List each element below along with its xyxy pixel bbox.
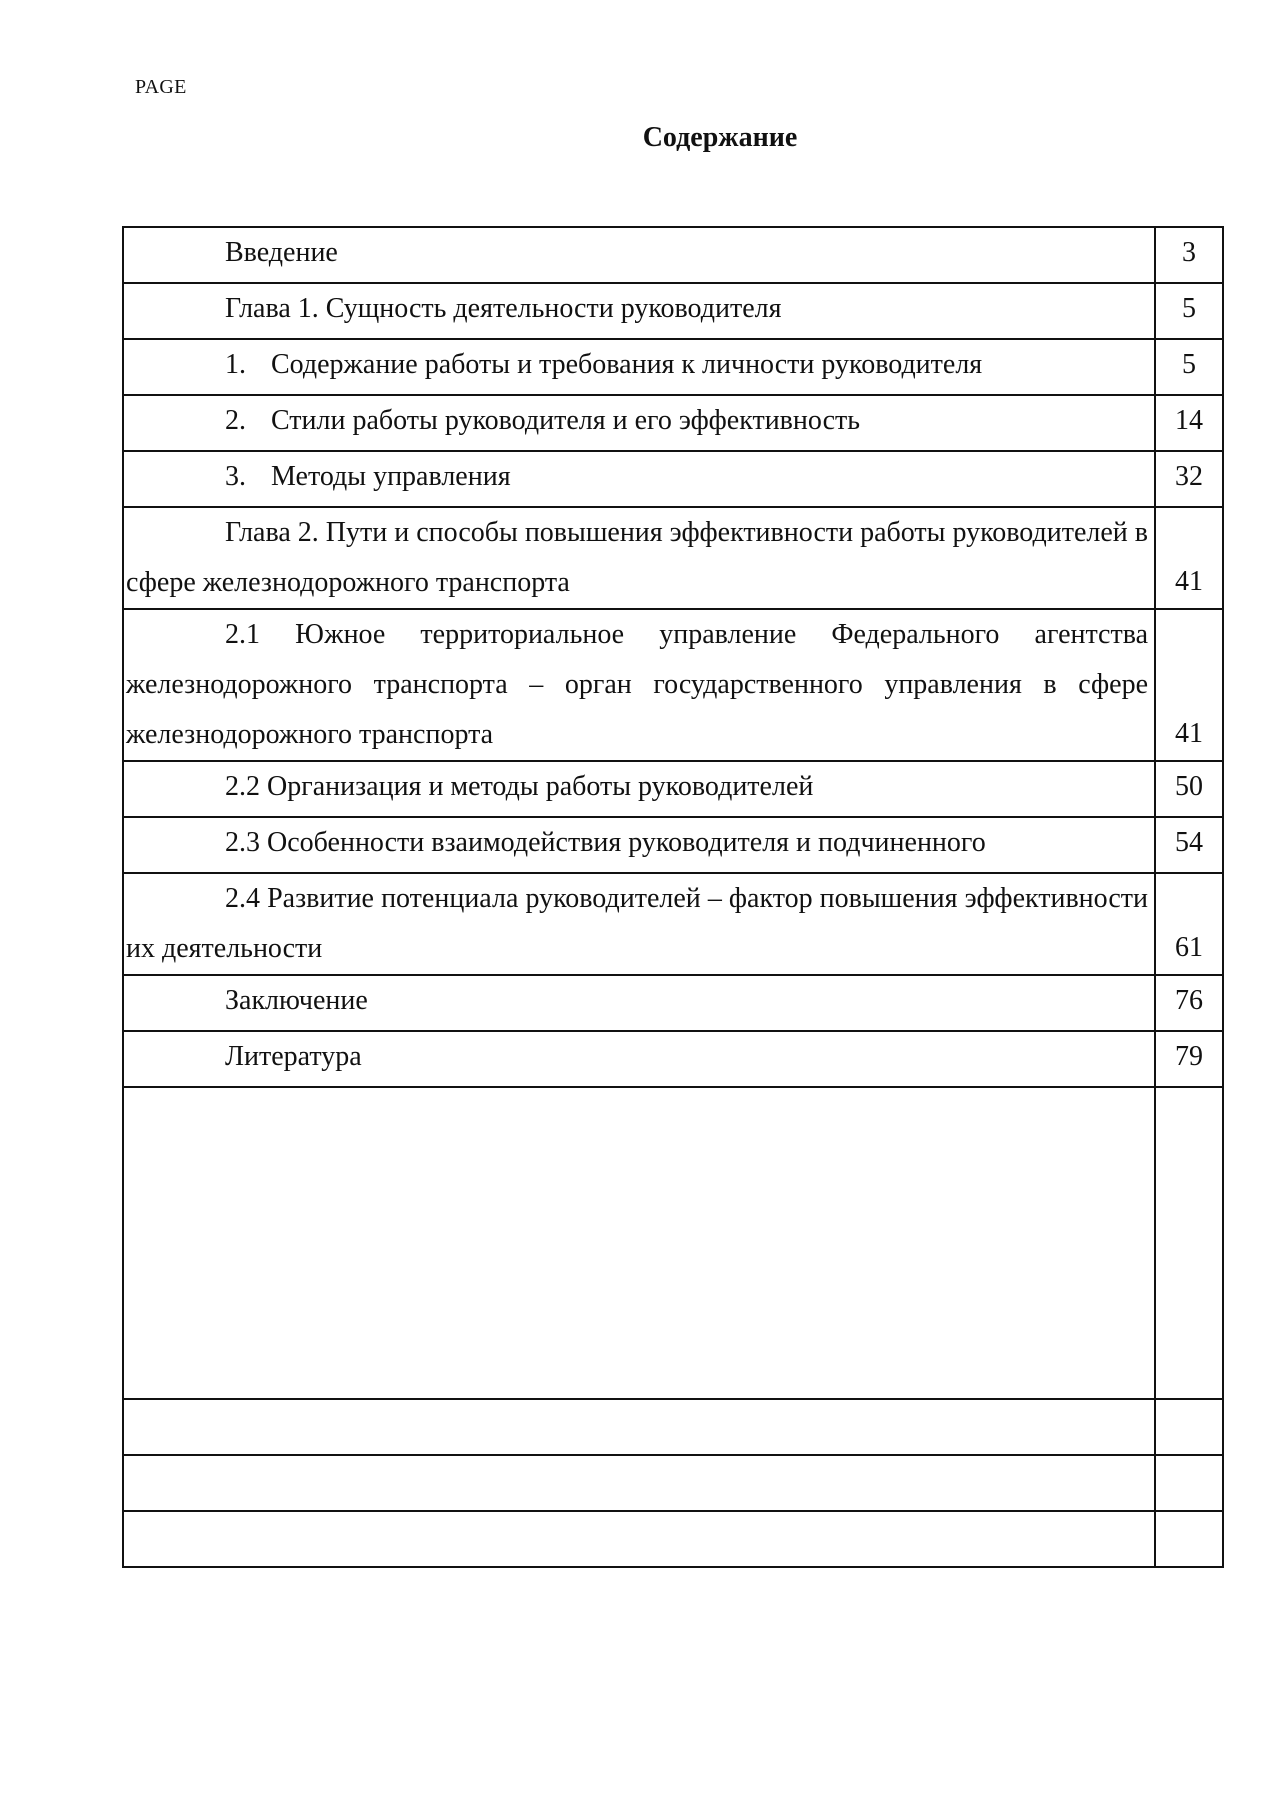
toc-row xyxy=(123,451,1223,507)
toc-empty-cell xyxy=(1155,1087,1223,1399)
toc-empty-cell xyxy=(1155,1455,1223,1511)
toc-empty-row xyxy=(123,1455,1223,1511)
toc-entry-label: Методы управления xyxy=(271,461,511,492)
toc-entry-cell xyxy=(123,395,1155,451)
toc-empty-cell xyxy=(123,1511,1155,1567)
toc-page-number: 50 xyxy=(1155,761,1223,817)
toc-empty-row xyxy=(123,1511,1223,1567)
toc-entry-label: Литература xyxy=(225,1041,362,1072)
toc-page-number: 41 xyxy=(1155,609,1223,761)
toc-empty-row xyxy=(123,1399,1223,1455)
toc-entry-cell xyxy=(123,339,1155,395)
toc-entry-cell xyxy=(123,227,1155,283)
toc-entry-cell xyxy=(123,761,1155,817)
toc-empty-cell xyxy=(123,1399,1155,1455)
toc-page-number: 54 xyxy=(1155,817,1223,873)
toc-page-number: 79 xyxy=(1155,1031,1223,1087)
toc-row xyxy=(123,761,1223,817)
toc-entry-label: Введение xyxy=(225,237,338,268)
toc-entry-cell xyxy=(123,1031,1155,1087)
toc-entry-number: 2. xyxy=(225,405,246,436)
toc-entry-label: 2.4 Развитие потенциала руководителей – фактор повышения эффективности их деятельности xyxy=(126,883,1148,964)
document-title: Содержание xyxy=(642,122,798,153)
toc-empty-row xyxy=(123,1087,1223,1399)
toc-table xyxy=(122,226,1224,1568)
toc-entry-cell xyxy=(123,975,1155,1031)
toc-page-number: 41 xyxy=(1155,507,1223,609)
toc-empty-cell xyxy=(1155,1399,1223,1455)
toc-entry-cell xyxy=(123,817,1155,873)
toc-row xyxy=(123,817,1223,873)
toc-row xyxy=(123,339,1223,395)
toc-entry-number: 1. xyxy=(225,349,246,380)
toc-page-number: 61 xyxy=(1155,873,1223,975)
toc-entry-cell xyxy=(123,283,1155,339)
toc-page-number: 5 xyxy=(1155,339,1223,395)
toc-entry-label: Глава 1. Сущность деятельности руководителя xyxy=(225,293,782,324)
toc-empty-cell xyxy=(123,1087,1155,1399)
toc-row xyxy=(123,975,1223,1031)
toc-page-number: 3 xyxy=(1155,227,1223,283)
toc-row xyxy=(123,609,1223,761)
toc-entry-label: 2.1 Южное территориальное управление Федерального агентства железнодорожного транспорта – орган государственного управления в сфере железнодорожного транспорта xyxy=(126,619,1148,750)
toc-empty-cell xyxy=(1155,1511,1223,1567)
toc-entry-number: 3. xyxy=(225,461,246,492)
page-field-label: PAGE xyxy=(135,76,187,98)
toc-entry-label: 2.2 Организация и методы работы руководителей xyxy=(225,771,814,802)
toc-entry-label: 2.3 Особенности взаимодействия руководителя и подчиненного xyxy=(225,827,986,858)
toc-entry-cell xyxy=(123,873,1155,975)
toc-entry-cell xyxy=(123,451,1155,507)
toc-empty-cell xyxy=(123,1455,1155,1511)
toc-page-number: 76 xyxy=(1155,975,1223,1031)
toc-page-number: 14 xyxy=(1155,395,1223,451)
toc-row xyxy=(123,227,1223,283)
toc-row xyxy=(123,507,1223,609)
toc-entry-label: Заключение xyxy=(225,985,368,1016)
toc-row xyxy=(123,1031,1223,1087)
toc-entry-cell xyxy=(123,507,1155,609)
toc-row xyxy=(123,283,1223,339)
toc-row xyxy=(123,873,1223,975)
toc-page-number: 32 xyxy=(1155,451,1223,507)
toc-entry-label: Стили работы руководителя и его эффективность xyxy=(271,405,861,436)
toc-entry-label: Глава 2. Пути и способы повышения эффективности работы руководителей в сфере железнодорожного транспорта xyxy=(126,517,1148,598)
toc-entry-cell xyxy=(123,609,1155,761)
toc-page-number: 5 xyxy=(1155,283,1223,339)
toc-entry-label: Содержание работы и требования к личности руководителя xyxy=(271,349,983,380)
toc-row xyxy=(123,395,1223,451)
